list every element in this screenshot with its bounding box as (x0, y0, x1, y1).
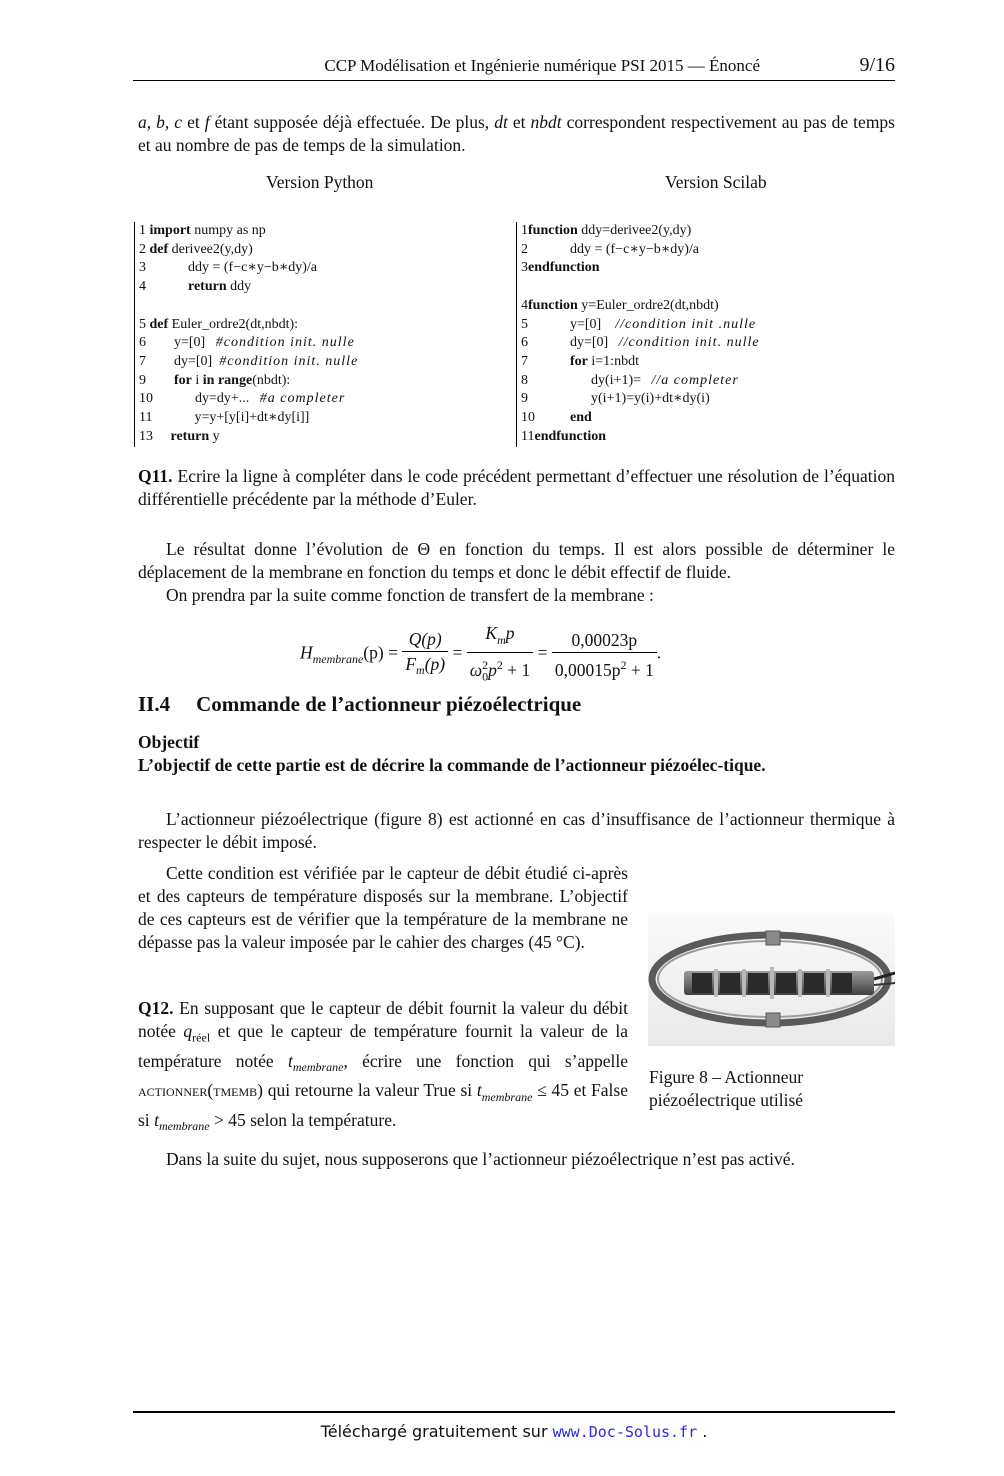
scilab-code-border (516, 222, 517, 447)
figure-8-caption: Figure 8 – Actionneur piézoélectrique utilisé (649, 1067, 804, 1110)
code-line: 3endfunction (521, 260, 600, 276)
code-line: 1function ddy=derivee2(y,dy) (521, 223, 692, 238)
code-line: 6 y=[0] #condition init. nulle (139, 335, 355, 351)
python-code-block (139, 222, 509, 446)
q12-label: Q12. (138, 998, 174, 1018)
code-line: 11endfunction (521, 428, 607, 444)
figure-8-image (648, 913, 895, 1046)
fraction-q-over-f: $\frac{Q(p)}{F_m(p)}$ (402, 627, 448, 683)
section-title (138, 692, 581, 717)
question-11 (138, 465, 895, 511)
page-number: 9/16 (859, 54, 895, 76)
body-paragraph-2: Cette condition est vérifiée par le capteur de débit étudié ci-après et des capteurs de température disposés sur la membrane. L’objectif de ces capteurs est de vérifier que la température de la membrane ne dépasse pas la valeur imposée par le cahier des charges (45 °C). (138, 863, 628, 952)
transfer-intro: On prendra par la suite comme fonction de transfert de la membrane : (166, 585, 654, 605)
footer-link[interactable]: www.Doc-Solus.fr (552, 1423, 698, 1441)
code-line: 6 dy=[0] //condition init. nulle (521, 335, 760, 351)
var-nbdt: nbdt (530, 112, 562, 132)
q11-label: Q11. (138, 466, 173, 486)
code-line: 2 def derivee2(y,dy) (139, 241, 253, 257)
code-line: 2 ddy = (f−c∗y−b∗dy)/a (521, 241, 700, 257)
code-line (139, 297, 509, 316)
fraction-km: $\frac{K_mp}{\omega_0^2p^2 + 1}$ (467, 621, 533, 688)
code-line: 7 for i=1:nbdt (521, 353, 639, 369)
objective-text: L’objectif de cette partie est de décrire la commande de l’actionneur piézoélec-tique. (138, 755, 766, 775)
var-abc: a, b, c (138, 112, 183, 132)
code-line: 11 y=y+[y[i]+dt∗dy[i]] (139, 410, 310, 426)
code-line: 7 dy=[0] #condition init. nulle (139, 353, 359, 369)
code-line: 5 y=[0] //condition init .nulle (521, 316, 757, 332)
code-line: 1 import numpy as np (139, 223, 266, 238)
conclusion-paragraph: Dans la suite du sujet, nous supposerons que l’actionneur piézoélectrique n’est pas activé. (166, 1149, 795, 1169)
code-line: 10 end (521, 410, 592, 426)
transfer-equation: $H_{membrane}(p)$ = $\frac{Q(p)}{F_m(p)}$ = $\frac{K_mp}{\omega_0^2p^2 + 1}$ = $\frac{0,00023p}{0,00015p^2 + 1}$ . (300, 621, 740, 688)
result-paragraph: Le résultat donne l’évolution de Θ en fonction du temps. Il est alors possible de déterminer le déplacement de la membrane en fonction du temps et donc le débit effectif de fluide. (138, 539, 895, 582)
var-f: f (204, 112, 210, 132)
code-line: 8 dy(i+1)= //a completer (521, 372, 739, 388)
intro-paragraph: a, b, c et f étant supposée déjà effectuée. De plus, dt et nbdt correspondent respectivement au pas de temps et au nombre de pas de temps de la simulation. (138, 112, 895, 155)
code-line: 10 dy=dy+... #a completer (139, 391, 346, 407)
code-line: 5 def Euler_ordre2(dt,nbdt): (139, 316, 299, 332)
q11-text: Ecrire la ligne à compléter dans le code précédent permettant d’effectuer une résolution de l’équation différentielle précédente par la méthode d’Euler. (138, 466, 895, 509)
scilab-title: Version Scilab (665, 172, 767, 192)
footer-text: Téléchargé gratuitement sur (320, 1422, 553, 1441)
python-code-border (134, 222, 135, 447)
section-number: II.4 (138, 692, 171, 716)
fraction-numeric: $\frac{0,00023p}{0,00015p^2 + 1}$ (552, 628, 657, 682)
header-title: CCP Modélisation et Ingénierie numérique PSI 2015 — Énoncé (324, 56, 760, 75)
python-title: Version Python (266, 172, 374, 192)
objective-label: Objectif (138, 732, 200, 752)
header-rule (133, 80, 895, 81)
code-line (521, 278, 895, 297)
section-name: Commande de l’actionneur piézoélectrique (196, 692, 582, 716)
var-dt: dt (494, 112, 508, 132)
piezo-actuator-illustration (648, 913, 895, 1046)
code-line: 4function y=Euler_ordre2(dt,nbdt) (521, 297, 719, 313)
question-12: Q12. En supposant que le capteur de débit fournit la valeur du débit notée $q_{réel}$ et que le capteur de température fournit la valeur de la température notée $t_{membrane}$, écrire une fonction qui s’appelle actionner(tmemb) qui retourne la valeur True si $t_{membrane} \le 45$ et False si $t_{membrane} > 45$ selon la température. (138, 998, 628, 1133)
code-line: 13 return y (139, 428, 220, 444)
code-line: 9 for i in range(nbdt): (139, 372, 291, 388)
code-line: 3 ddy = (f−c∗y−b∗dy)/a (139, 260, 318, 276)
function-name: actionner(tmemb) (138, 1080, 263, 1100)
footer-rule (133, 1411, 895, 1413)
code-line: 4 return ddy (139, 279, 252, 295)
footer: Téléchargé gratuitement sur www.Doc-Solus.fr . (320, 1422, 708, 1441)
code-line: 9 y(i+1)=y(i)+dt∗dy(i) (521, 391, 710, 407)
scilab-code-block (521, 222, 895, 446)
body-paragraph-1: L’actionneur piézoélectrique (figure 8) est actionné en cas d’insuffisance de l’actionneur thermique à respecter le débit imposé. (138, 809, 895, 852)
